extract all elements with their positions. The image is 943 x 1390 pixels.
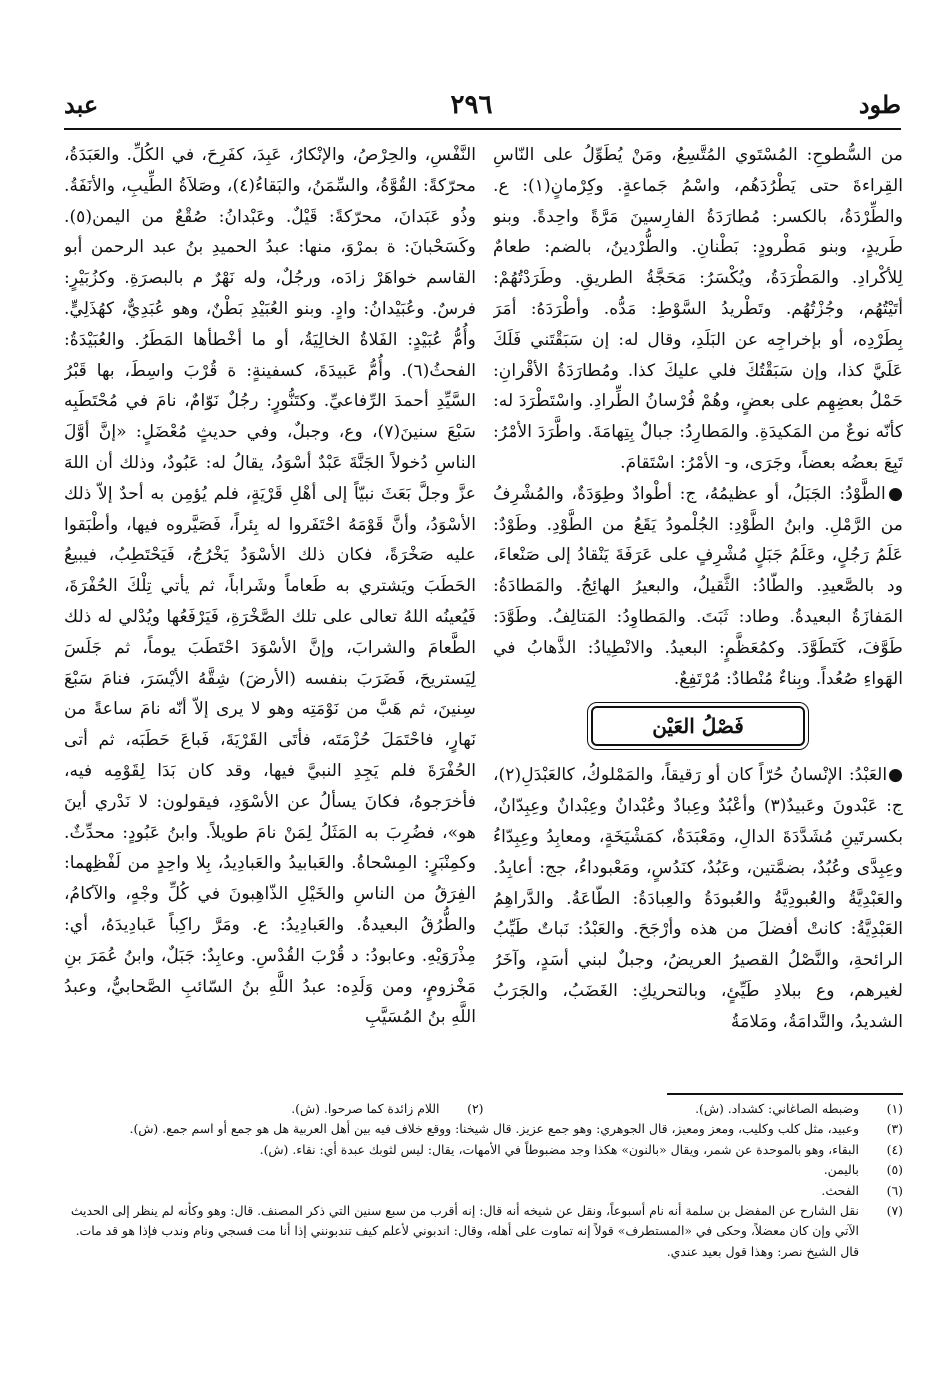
footnote-number: (٦) (886, 1182, 903, 1198)
entry-abd-continued: النَّفْسِ، والحِرْصُ، والإنْكارُ، عَبِدَ، كفَرِحَ، في الكُلِّ. والعَبَدَةُ، محرّكةً: القُوَّةُ، والسِّمَنُ، والبَقاءُ(٤)، وصَلاَةُ الطِّيبِ، والأنَفَةُ. وذُو عَبَدانَ، محرّكةً: قَيْلٌ. وعَبْدانُ: صُقْعٌ من اليمن(٥). وكَسَحْبانَ: ة بمرْوَ، منها: عبدُ الحميدِ بنُ عبد الرحمن أبو القاسم خواهَرْ زادَه، ورجُلٌ، وله نَهْرٌ م بالبصرَةِ. وكزُبَيْرٍ: فرسٌ. وعُبَيْدانُ: وادٍ. وبنو العُبَيْدِ بَطْنٌ، وهو عُبَدِيٌّ، كهُذَلِيٍّ. وأُمُّ عُبَيْدٍ: الفَلاةُ الخالِيَةُ، أو ما أخْطأها المَطَرُ. والعُبَيْدَةُ: الفحثُ(٦). وأُمُّ عَبيدَةَ، كسفينةٍ: ة قُرْبَ واسِطَ، بها قَبْرُ السَّيِّدِ أحمدَ الرِّفاعيِّ. وكتَنُّورٍ: رجُلٌ نَوّامٌ، نامَ في مُحْتَطَبِه سَبْعَ سنينَ(٧)، وع، وجبلٌ، وفي حديثٍ مُعْضَلٍ: «إنَّ أوَّلَ الناسِ دُخولاً الجَنَّةَ عَبْدٌ أسْوَدُ، يقالُ له: عَبُودٌ، وذلك أن اللهَ عزَّ وجلَّ بَعَثَ نبيّاً إلى أهْلِ قَرْيَةٍ، فلم يُؤمِن به أحدٌ إلاّ ذلك الأسْوَدُ، وأنَّ قَوْمَهُ احْتَفَروا له بِئراً، فَصَيَّروه فيها، وأطْبَقوا عليه صَخْرَةً، فكان ذلك الأسْوَدُ يَخْرُجُ، فَيَحْتَطِبُ، فيبيعُ الحَطَبَ ويَشتري به طَعاماً وشَراباً، ثم يأتي تِلْكَ الحُفْرَةَ، فَيُعينُه اللهُ تعالى على تلك الصَّخْرَةِ، فَيَرْفَعُها ويُدْلي له ذلك الطَّعامَ والشرابَ، وإنَّ الأسْوَدَ احْتَطَبَ يوماً، ثم جَلَسَ لِيَستريحَ، فَضَرَبَ بنفسه (الأرضَ) شِقَّهُ الأيْسَرَ، فنامَ سَبْعَ سِنينَ، ثم هَبَّ من نَوْمَتِه وهو لا يرى إلاّ أنّه نامَ ساعةً من نَهارٍ، فاحْتَمَلَ حُزْمَتَه، فأتَى القَرْيَةَ، فَباعَ حَطَبَه، ثم أتى الحُفْرَةَ فلم يَجِدِ النبيَّ فيها، وقد كان بَدَا لِقَوْمِه فيه، فأخرَجوهُ، فكانَ يسألُ عن الأسْوَدِ، فيقولون: لا نَدْري أينَ هو»، فضُرِبَ به المَثَلُ لِمَنْ نامَ طويلاً. وابنُ عَبُودٍ: محدِّثٌ. وكمِنْبَرٍ: المِسْحاةُ. والعَبابيدُ والعَبادِيدُ، بِلا واحِدٍ من لَفْظِهما: الفِرَقُ من الناسِ والخَيْلِ الذّاهِبونَ في كُلِّ وجْهٍ، والآكامُ، والطُّرُقُ البعيدةُ. والعَبادِيدُ: ع. ومَرَّ راكِباً عَبادِيدَهُ، أي: مِذْرَوَيْهِ. وعابودُ: د قُرْبَ القُدْسِ. وعابِدٌ: جَبَلٌ، وابنُ عُمَرَ بنِ مَخْزومٍ، ومن وَلَدِه: عبدُ اللَّهِ بنُ السّائبِ الصَّحابيُّ، وعبدُ اللَّهِ بنُ المُسَيَّبِ (64, 145, 476, 1028)
entry-abd: ●العَبْدُ: الإنْسانُ حُرّاً كان أو رَقيقاً، والمَمْلوكُ، كالعَبْدَلِ(٢)، ج: عَبْدونَ وعَبيدٌ(٣) وأعْبُدٌ وعِبادٌ وعُبْدانٌ وعِبْدانٌ وعِبِدّانٌ، بكسرتَينِ مُشَدَّدَةَ الدالِ، ومَعْبَدَةٌ، كمَشْيَخَةٍ، ومعابِدُ وعِبِدّاءُ وعِبِدَّى وعُبُدٌ، بضمَّتين، وعَبُدٌ، كنَدُسٍ، ومَعْبوداءُ، جج: أعابِدُ. والعَبْدِيَّةُ والعُبودِيَّةُ والعُبودَةُ والعِبادَةُ: الطّاعَةُ. والدَّراهِمُ العَبْدِيَّةُ: كانتْ أفضلَ من هذه وأرْجَحَ. والعَبْدُ: نَباتٌ طَيِّبُ الرائحةِ، والنَّصْلُ القصيرُ العريضُ، وجبلٌ لبني أسَدٍ، وآخَرُ لغيرهم، وع ببلادِ طَيِّئٍ، وبالتحريكِ: الغَضَبُ، والجَرَبُ الشديدُ، والنَّدامَةُ، ومَلامَةُ (493, 765, 903, 1032)
running-head-left: عبد (64, 90, 99, 119)
footnote-7 (64, 1201, 903, 1262)
entry-tawd: ●الطَّوْدُ: الجَبَلُ، أو عظيمُهُ، ج: أطْوادٌ وطِوَدَةٌ، والمُشْرِفُ من الرَّمْلِ. وابنُ الطَّوْدِ: الجُلْمودُ يَقَعُ من الطَّوْدِ. وطَوْدٌ: عَلَمُ رَجُلٍ، وعَلَمُ جَبَلٍ مُشْرِفٍ على عَرَفَةَ يَنْقادُ إلى صَنْعاءَ، ود بالصَّعيدِ. والطّادُ: الثَّقيلُ، والبعيرُ الهائِجُ. والمَطادَةُ: المَفازَةُ البعيدةُ. وطاد: ثَبَتَ. والمَطاوِدُ: المَتالِفُ. وطَوَّدَ: طَوَّفَ، كَتَطَوَّدَ. وكمُعَظَّمٍ: البعيدُ. والانْطِيادُ: الذَّهابُ في الهَواءِ صُعُداً. وبِناءٌ مُنْطادٌ: مُرْتَفِعٌ. (493, 483, 903, 689)
running-head-right: طود (858, 90, 901, 119)
section-title: فَصْلُ العَيْن (652, 714, 744, 739)
footnote-text: باليمن. (823, 1162, 859, 1178)
footnote-text: البقاء، وهو بالموحدة عن شمر، ويقال «بالنون» هكذا وجد مضبوطاً في الأمهات، يقال: ليس لثوبك عبدة أي: نقاء. (ش). (259, 1141, 859, 1157)
footnote-text: نقل الشارح عن المفضل بن سلمة أنه نام أسبوعاً، ونقل عن شيخه أنه قال: إنه أقرب من سبع سنين التي ذكر المصنف. قال: وهو وكأنه لم ينظر إلى الحديث الآتي وإن كان معضلاً، وحكى في «المستطرف» قولاً إنه تماوت على أهله، وقال: اندبوني لأعلم كيف تندبونني إذا أنا مت فسجي ونام وندب فإذا هو قد مات. قال الشيخ نصر: وهذا قول بعيد عندي. (70, 1203, 859, 1259)
left-column (64, 140, 476, 1090)
footnote-1 (484, 1099, 904, 1119)
section-title-frame (591, 706, 805, 746)
right-column (493, 140, 903, 1090)
footnote-text: الفحث. (821, 1182, 859, 1198)
page-number: ٢٩٦ (450, 90, 493, 120)
footnote-row (64, 1099, 903, 1119)
footnote-6 (64, 1181, 903, 1201)
footnotes (64, 1099, 903, 1299)
footnote-rule (667, 1093, 903, 1095)
header-rule (64, 128, 901, 130)
footnote-4 (64, 1140, 903, 1160)
footnote-number: (٣) (886, 1121, 903, 1137)
footnote-number: (٤) (886, 1141, 903, 1157)
footnote-5 (64, 1160, 903, 1180)
footnote-number: (٧) (886, 1203, 903, 1219)
footnote-text: وعبيد، مثل كلب وكليب، ومعز ومعيز، قال الجوهري: وهو جمع عزيز. قال شيخنا: ووقع خلاف فيه بين أهل العربية هل هو جمع أو اسم جمع. (ش). (129, 1121, 859, 1137)
footnote-number: (٥) (886, 1162, 903, 1178)
footnote-3 (64, 1119, 903, 1139)
footnote-text: اللام زائدة كما صرحوا. (ش). (291, 1101, 440, 1116)
footnote-number: (٢) (467, 1101, 484, 1116)
footnote-2 (64, 1099, 484, 1119)
footnote-text: وضبطه الصاغاني: كشداد. (ش). (695, 1101, 859, 1116)
footnote-number: (١) (886, 1101, 903, 1116)
entry-tard-continued: من السُّطوحِ: المُسْتَوي المُتَّسِعُ، ومَنْ يُطَوِّلُ على النّاسِ القِراءةَ حتى يَطْرُدَهُم، واسْمُ جَماعةٍ. وكِرْمانٍ(١): ع. والطِّرْدَةُ، بالكسر: مُطارَدَةُ الفارِسينَ مَرَّةً واحِدةً. وبنو طَريدٍ، وبنو مَطْرودٍ: بَطْنانِ. والطُّرْدينُ، بالضم: طعامٌ لِلأكْرادِ. والمَطْرَدَةُ، ويُكْسَرُ: مَحَجَّةُ الطريقِ. وطَرَدْتُهُمْ: أتَيْتُهُم، وجُزْتُهُم. وتَطْريدُ السَّوْطِ: مَدُّه. وأطْرَدَهُ: أمَرَ بِطَرْدِه، أو بإخراجِه عن البَلَدِ، وقال له: إن سَبَقْتَني فَلَكَ عَلَيَّ كذا، وإن سَبَقْتُكَ فلي عليكَ كذا. ومُطارَدَةُ الأقْرانِ: حَمْلُ بعضِهِم على بعضٍ، وهُمْ فُرْسانُ الطِّرادِ. واسْتَطْرَدَ له: كأنّه نوعٌ من المَكيدَةِ. والمَطارِدُ: جبالٌ بِتِهامَةَ. واطَّرَدَ الأمْرُ: تَبِعَ بعضُه بعضاً، وجَرَى، و- الأمْرُ: اسْتَقامَ. (493, 145, 903, 473)
